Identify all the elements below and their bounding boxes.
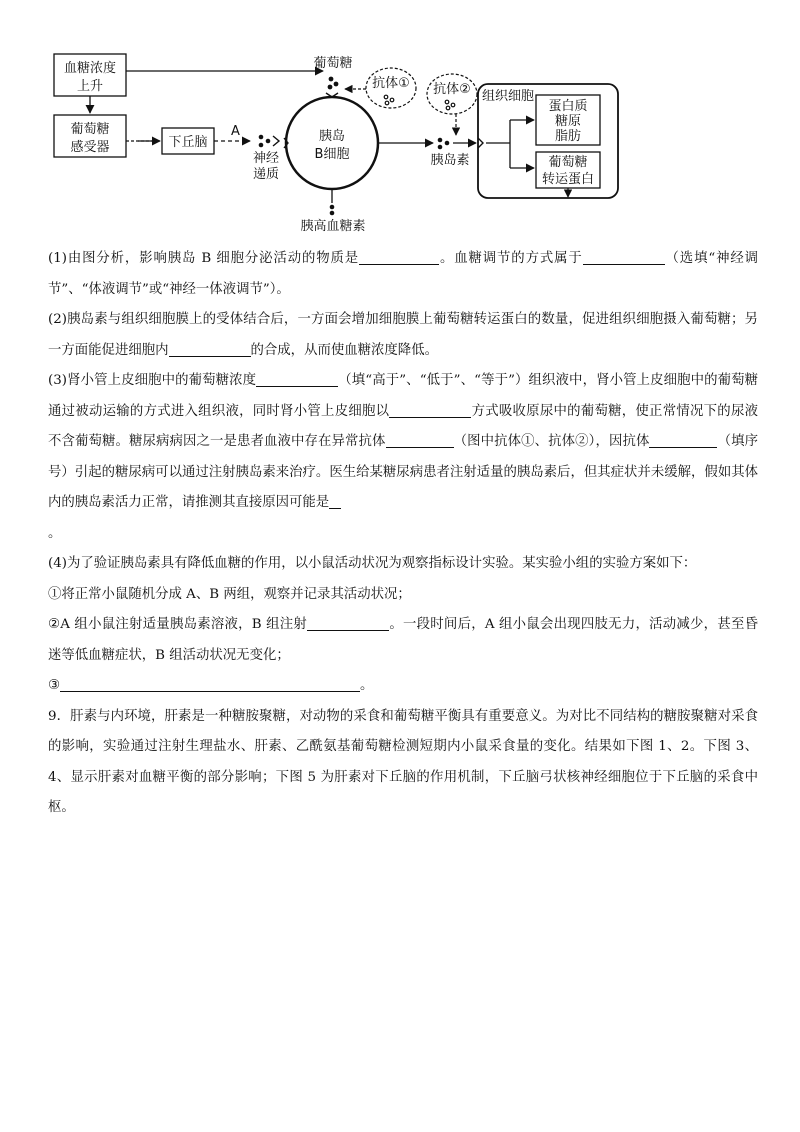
answer-blank[interactable] xyxy=(359,250,439,265)
answer-blank[interactable] xyxy=(60,677,360,692)
question-2 xyxy=(48,305,758,366)
answer-blank[interactable] xyxy=(649,433,717,448)
box-transporter-line1: 葡萄糖 xyxy=(548,155,588,170)
question-3 xyxy=(48,366,758,549)
question-1 xyxy=(48,244,758,305)
q1-text-1: (1)由图分析，影响胰岛 B 细胞分泌活动的物质是 xyxy=(48,251,360,266)
question-4-step-3 xyxy=(48,671,758,702)
box-protein-line1: 蛋白质 xyxy=(548,99,588,114)
q1-text-2: 。血糖调节的方式属于 xyxy=(439,251,583,266)
box-protein-line3: 脂肪 xyxy=(554,129,582,144)
answer-blank[interactable] xyxy=(583,250,665,265)
label-glucagon: 胰高血糖素 xyxy=(300,219,366,234)
glucose-icon xyxy=(328,77,339,90)
q2-text-2: 的合成，从而使血糖浓度降低。 xyxy=(250,342,438,358)
label-neurotransmitter-line1: 神经 xyxy=(252,151,280,166)
answer-blank[interactable] xyxy=(329,494,341,509)
answer-blank[interactable] xyxy=(307,616,389,631)
q3-text-1: (3)肾小管上皮细胞中的葡萄糖浓度 xyxy=(48,373,257,388)
box-glucose-receptor-line2: 感受器 xyxy=(70,140,110,155)
box-glucose-receptor-line1: 葡萄糖 xyxy=(70,122,110,137)
q2-text-1: (2)胰岛素与组织细胞膜上的受体结合后，一方面会增加细胞膜上葡萄糖转运蛋白的数量，促进组织细胞摄入葡萄糖；另一方面能促进细胞内 xyxy=(48,312,758,358)
answer-blank[interactable] xyxy=(389,403,471,418)
tissue-cell-label: 组织细胞 xyxy=(482,89,535,104)
box-transporter-line2: 转运蛋白 xyxy=(541,172,595,187)
box-blood-sugar-rise-line1: 血糖浓度 xyxy=(63,61,117,76)
label-insulin: 胰岛素 xyxy=(430,153,470,168)
label-neurotransmitter-line2: 递质 xyxy=(252,167,280,182)
answer-blank[interactable] xyxy=(256,372,338,387)
question-text xyxy=(48,244,758,824)
pancreas-cell-line2: B细胞 xyxy=(314,147,350,162)
pancreas-cell-line1: 胰岛 xyxy=(318,129,346,144)
glucagon-icon xyxy=(330,205,335,216)
antibody-1-label: 抗体① xyxy=(372,76,410,91)
answer-blank[interactable] xyxy=(386,433,454,448)
question-4-step-2 xyxy=(48,610,758,671)
q3-text-3: 方式吸收原尿中的葡萄糖，使正常情况下的尿液不含葡萄糖。糖尿病病因之一是患者血液中存在异常抗体 xyxy=(48,403,759,449)
answer-blank[interactable] xyxy=(169,342,251,357)
q3-text-5: （填序号）引起的糖尿病可以通过注射胰岛素来治疗。医生给某糖尿病患者注射适量的胰岛素后，但其症状并未缓解，假如其体内的胰岛素活力正常，请推测其直接原因可能是 xyxy=(48,434,758,510)
box-blood-sugar-rise-line2: 上升 xyxy=(76,79,104,94)
question-9: 9．肝素与内环境，肝素是一种糖胺聚糖，对动物的采食和葡萄糖平衡具有重要意义。为对比不同结构的糖胺聚糖对采食的影响，实验通过注射生理盐水、肝素、乙酰氨基葡萄糖检测短期内小鼠采食量的变化。结果如下图 1、2。下图 3、4、显示肝素对血糖平衡的部分影响；下图 5 为肝素对下丘脑的作用机制，下丘脑弓状核神经细胞位于下丘脑的采食中枢。 xyxy=(48,708,758,815)
q3-text-2: （填“高于”、“低于”、“等于”）组织液中，肾小管上皮细胞中的葡萄糖通过被动运输的方式进入组织液，同时肾小管上皮细胞以 xyxy=(48,373,758,419)
q4-step2-text-2: 。一段时间后，A 组小鼠会出现四肢无力，活动减少，甚至昏迷等低血糖症状，B 组活动状况无变化； xyxy=(48,617,758,663)
insulin-icon xyxy=(438,138,450,150)
blood-glucose-regulation-diagram xyxy=(40,40,640,240)
box-hypothalamus-label: 下丘脑 xyxy=(168,135,208,150)
q1-text-3: （选填“神经调节”、“体液调节”或“神经一体液调节”）。 xyxy=(48,251,758,297)
question-4-step-1: ①将正常小鼠随机分成 A、B 两组，观察并记录其活动状况； xyxy=(48,586,411,602)
q4-step3-text-2: 。 xyxy=(360,678,374,693)
q3-text-6: 。 xyxy=(48,525,62,541)
label-glucose: 葡萄糖 xyxy=(313,56,353,71)
q3-text-4: （图中抗体①、抗体②），因抗体 xyxy=(453,434,650,449)
q4-step2-text-1: ②A 组小鼠注射适量胰岛素溶液，B 组注射 xyxy=(48,617,308,632)
q4-step3-text-1: ③ xyxy=(48,678,61,693)
neurotransmitter-icon xyxy=(259,135,279,148)
antibody-2-label: 抗体② xyxy=(433,82,471,97)
question-4-intro: (4)为了验证胰岛素具有降低血糖的作用，以小鼠活动状况为观察指标设计实验。某实验小组的实验方案如下： xyxy=(48,556,697,571)
box-protein-line2: 糖原 xyxy=(554,114,582,129)
label-a: A xyxy=(231,124,240,139)
